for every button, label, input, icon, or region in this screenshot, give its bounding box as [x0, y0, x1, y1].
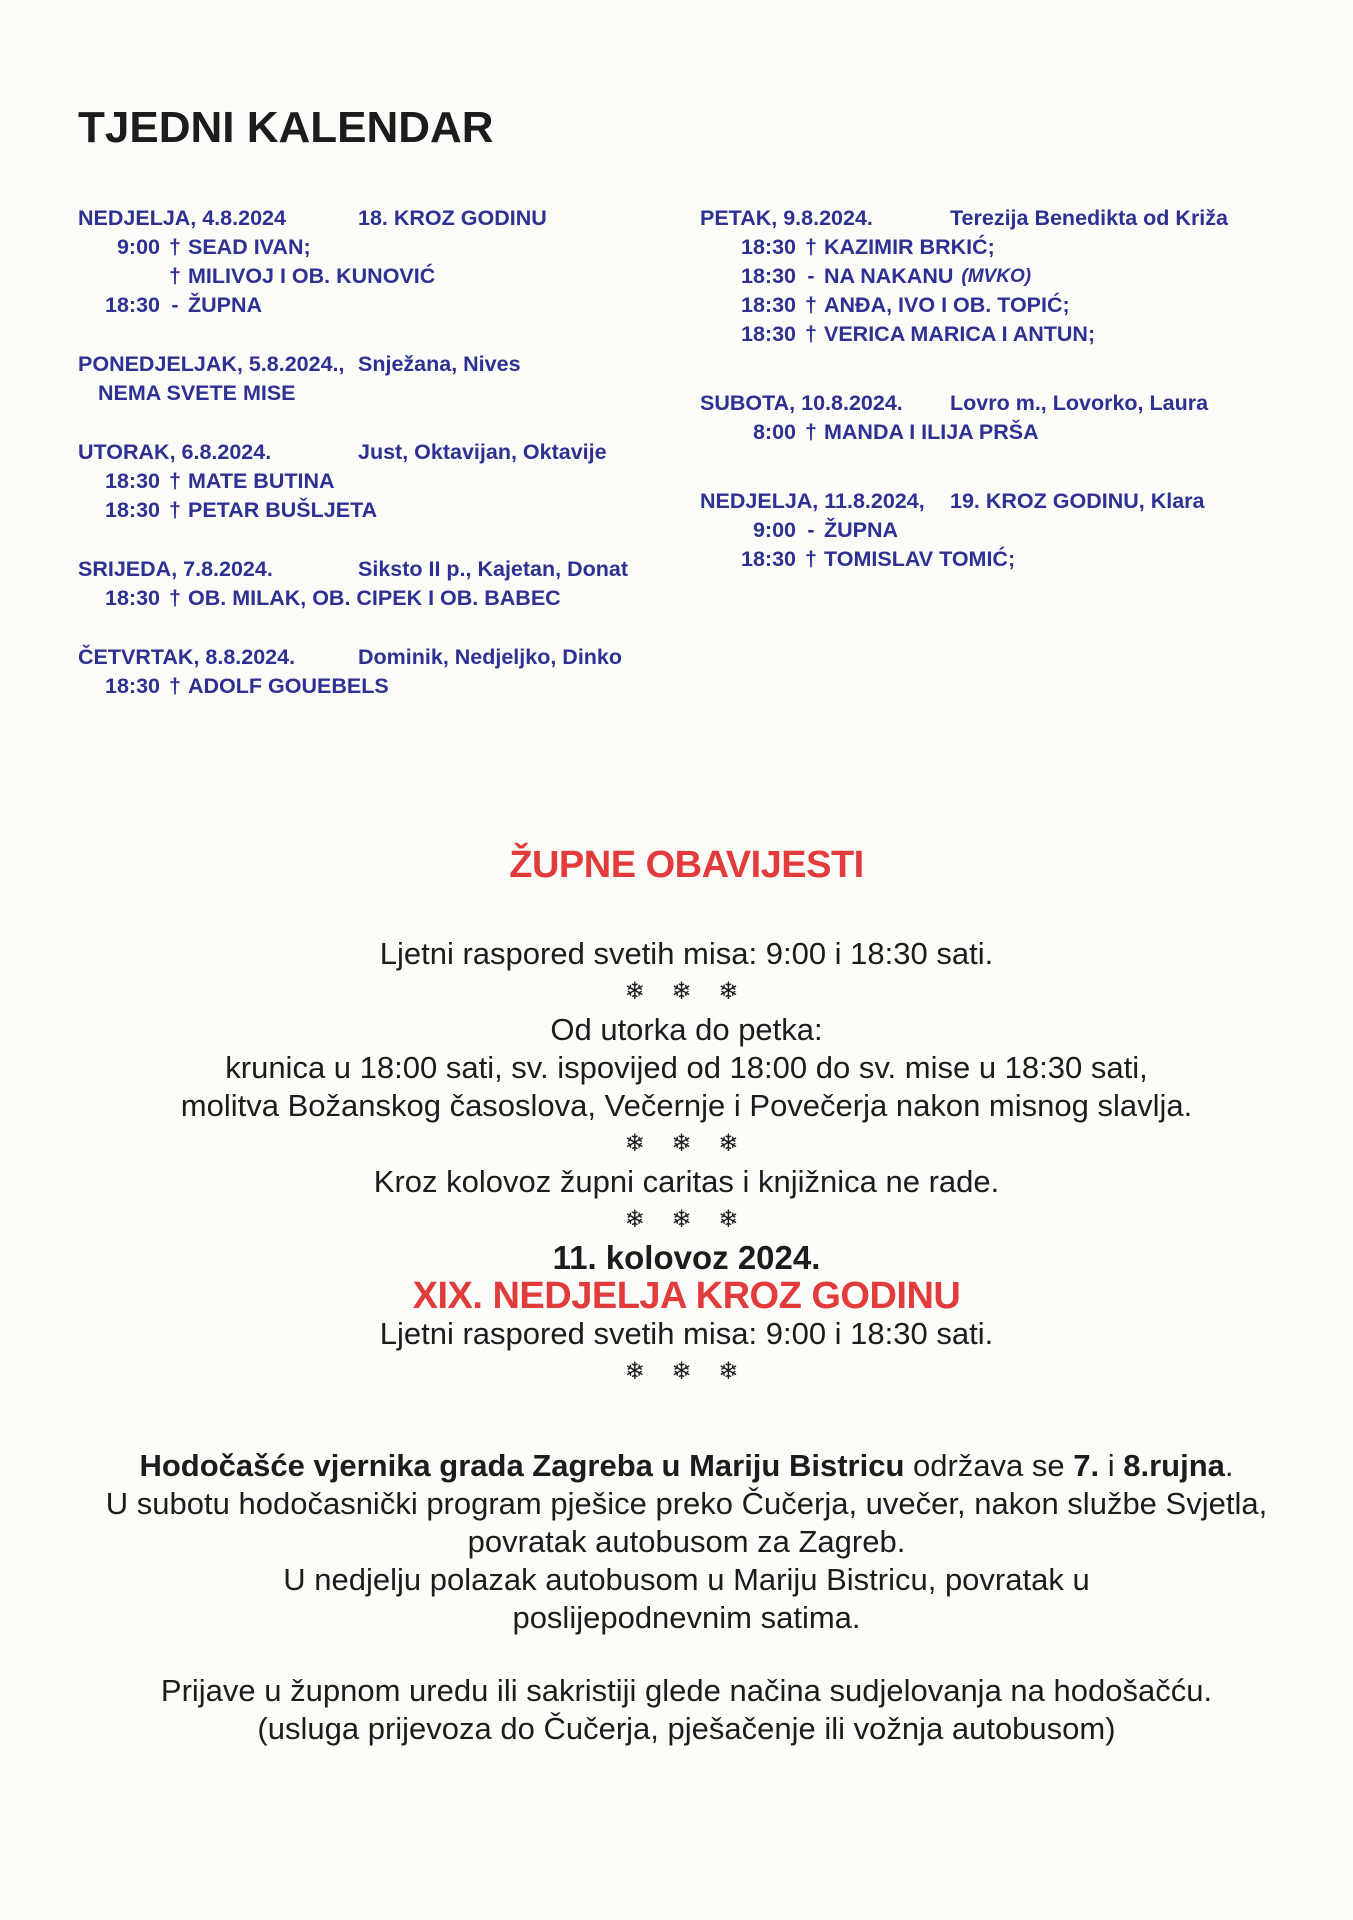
mass-mark: †	[805, 420, 817, 444]
mass-time: 18:30	[741, 235, 796, 259]
mass-line	[78, 233, 700, 262]
mass-mark: -	[171, 293, 179, 317]
day-header	[700, 487, 1328, 516]
day-date: PETAK, 9.8.2024.	[700, 206, 873, 230]
no-mass-note: NEMA SVETE MISE	[98, 381, 296, 405]
mass-time: 18:30	[105, 293, 160, 317]
day-saints: 18. KROZ GODINU	[358, 206, 547, 230]
mass-intention: TOMISLAV TOMIĆ;	[824, 547, 1016, 571]
day-header	[78, 438, 700, 467]
day-saints: Just, Oktavijan, Oktavije	[358, 440, 607, 464]
mass-time: 18:30	[741, 322, 796, 346]
mass-mark: †	[169, 586, 181, 610]
pilgrimage-line-3: povratak autobusom za Zagreb.	[467, 1524, 906, 1559]
day-block-friday-9-8	[700, 204, 1328, 349]
pilgrimage-period: .	[1224, 1448, 1234, 1483]
mass-intention: MATE BUTINA	[188, 469, 335, 493]
mass-line	[78, 584, 700, 613]
mass-time: 18:30	[741, 293, 796, 317]
signup-line-1: Prijave u župnom uredu ili sakristiji glede načina sudjelovanja na hodošačću.	[160, 1673, 1213, 1708]
pilgrimage-conjunction: i	[1099, 1448, 1124, 1483]
mass-intention: ADOLF GOUEBELS	[188, 674, 389, 698]
mass-mark: †	[805, 547, 817, 571]
pilgrimage-paragraph	[20, 1447, 1353, 1637]
day-saints: Terezija Benedikta od Križa	[950, 206, 1228, 230]
weekdays-intro-line: Od utorka do petka:	[550, 1012, 823, 1047]
mass-time: 18:30	[105, 498, 160, 522]
day-saints: Dominik, Nedjeljko, Dinko	[358, 645, 623, 669]
mass-line	[700, 262, 1328, 291]
mass-time: 18:30	[741, 547, 796, 571]
mass-line	[700, 545, 1328, 574]
day-block-sunday-11-8	[700, 487, 1328, 574]
mass-mark: -	[807, 264, 815, 288]
mass-intention: SEAD IVAN;	[188, 235, 311, 259]
pilgrimage-lead-normal: održava se	[904, 1448, 1074, 1483]
day-block-saturday-10-8	[700, 389, 1328, 447]
mass-mark: †	[805, 322, 817, 346]
mass-time	[78, 262, 160, 291]
mass-line	[700, 418, 1328, 447]
next-sunday-schedule: Ljetni raspored svetih misa: 9:00 i 18:30 sati.	[379, 1316, 994, 1351]
day-block-tuesday-6-8	[78, 438, 700, 525]
mass-mark: †	[169, 469, 181, 493]
august-notice-line: Kroz kolovoz župni caritas i knjižnica ne rade.	[373, 1164, 1000, 1199]
day-header	[700, 389, 1328, 418]
announcements-section	[20, 845, 1353, 1748]
pilgrimage-date-1: 7.	[1073, 1448, 1100, 1483]
day-date: ČETVRTAK, 8.8.2024.	[78, 645, 296, 669]
mass-intention: OB. MILAK, OB. CIPEK I OB. BABEC	[188, 586, 561, 610]
mass-line	[700, 291, 1328, 320]
pilgrimage-date-2: 8.rujna	[1123, 1448, 1225, 1483]
pilgrimage-lead-line	[20, 1447, 1353, 1485]
day-header	[78, 204, 700, 233]
day-date: SUBOTA, 10.8.2024.	[700, 391, 903, 415]
mass-intention: PETAR BUŠLJETA	[188, 498, 378, 522]
snowflake-separator: ❄ ❄ ❄	[624, 1130, 749, 1157]
mass-intention: KAZIMIR BRKIĆ;	[824, 235, 995, 259]
mass-mark: †	[805, 235, 817, 259]
day-header	[700, 204, 1328, 233]
day-header	[78, 643, 700, 672]
pilgrimage-line-4: U nedjelju polazak autobusom u Mariju Bistricu, povratak u	[283, 1562, 1090, 1597]
calendar-column-left	[78, 204, 700, 731]
mass-intention: ŽUPNA	[824, 518, 899, 542]
mass-mark: †	[169, 264, 181, 288]
mass-line	[78, 496, 700, 525]
mass-mark: †	[169, 674, 181, 698]
mass-mark: †	[169, 235, 181, 259]
mass-line	[78, 379, 700, 408]
signup-line-2: (usluga prijevoza do Čučerja, pješačenje ili vožnja autobusom)	[257, 1711, 1116, 1746]
mass-time: 18:30	[741, 264, 796, 288]
day-block-sunday-4-8	[78, 204, 700, 320]
mass-intention: VERICA MARICA I ANTUN;	[824, 322, 1096, 346]
mass-schedule-line: Ljetni raspored svetih misa: 9:00 i 18:30 sati.	[379, 936, 994, 971]
day-block-wednesday-7-8	[78, 555, 700, 613]
mass-line	[78, 262, 700, 291]
snowflake-separator: ❄ ❄ ❄	[624, 978, 749, 1005]
announcements-title: ŽUPNE OBAVIJESTI	[509, 844, 864, 886]
day-saints: Siksto II p., Kajetan, Donat	[358, 557, 628, 581]
mass-line	[78, 467, 700, 496]
mass-time: 18:30	[105, 586, 160, 610]
mass-intention: ŽUPNA	[188, 293, 263, 317]
mass-mark: †	[169, 498, 181, 522]
mass-mark: †	[805, 293, 817, 317]
mass-note: (MVKO)	[961, 266, 1032, 287]
weekdays-detail-line-1: krunica u 18:00 sati, sv. ispovijed od 18:00 do sv. mise u 18:30 sati,	[225, 1050, 1148, 1085]
day-date: SRIJEDA, 7.8.2024.	[78, 557, 273, 581]
day-header	[78, 350, 700, 379]
day-date: PONEDJELJAK, 5.8.2024.,	[78, 352, 345, 376]
snowflake-separator: ❄ ❄ ❄	[624, 1206, 749, 1233]
next-sunday-title: XIX. NEDJELJA KROZ GODINU	[412, 1275, 961, 1317]
mass-time: 18:30	[105, 674, 160, 698]
calendar-column-right	[700, 204, 1328, 731]
day-block-thursday-8-8	[78, 643, 700, 701]
day-saints: 19. KROZ GODINU, Klara	[950, 489, 1205, 513]
mass-intention: ANĐA, IVO I OB. TOPIĆ;	[824, 293, 1070, 317]
day-date: UTORAK, 6.8.2024.	[78, 440, 272, 464]
day-date: NEDJELJA, 11.8.2024,	[700, 489, 925, 513]
next-sunday-date: 11. kolovoz 2024.	[552, 1239, 821, 1276]
snowflake-separator: ❄ ❄ ❄	[624, 1358, 749, 1385]
mass-time: 8:00	[752, 420, 796, 444]
mass-line	[700, 233, 1328, 262]
signup-paragraph	[20, 1672, 1353, 1748]
page-title: TJEDNI KALENDAR	[78, 103, 494, 152]
day-saints: Snježana, Nives	[358, 352, 521, 376]
day-date: NEDJELJA, 4.8.2024	[78, 206, 286, 230]
announcements-body	[20, 935, 1353, 1391]
mass-line	[78, 672, 700, 701]
mass-mark: -	[807, 518, 815, 542]
weekdays-detail-line-2: molitva Božanskog časoslova, Večernje i Povečerja nakon misnog slavlja.	[180, 1088, 1193, 1123]
pilgrimage-lead-bold: Hodočašće vjernika grada Zagreba u Mariju Bistricu	[139, 1448, 905, 1483]
mass-intention: MILIVOJ I OB. KUNOVIĆ	[188, 264, 436, 288]
mass-time: 9:00	[116, 235, 160, 259]
mass-time: 9:00	[752, 518, 796, 542]
pilgrimage-line-5: poslijepodnevnim satima.	[512, 1600, 861, 1635]
day-saints: Lovro m., Lovorko, Laura	[950, 391, 1209, 415]
day-header	[78, 555, 700, 584]
mass-line	[78, 291, 700, 320]
mass-line	[700, 516, 1328, 545]
mass-intention: MANDA I ILIJA PRŠA	[824, 420, 1039, 444]
mass-intention: NA NAKANU	[824, 264, 954, 288]
mass-line	[700, 320, 1328, 349]
day-block-monday-5-8	[78, 350, 700, 408]
pilgrimage-line-2: U subotu hodočasnički program pješice preko Čučerja, uvečer, nakon službe Svjetla,	[105, 1486, 1268, 1521]
mass-time: 18:30	[105, 469, 160, 493]
weekly-calendar	[78, 204, 1328, 731]
